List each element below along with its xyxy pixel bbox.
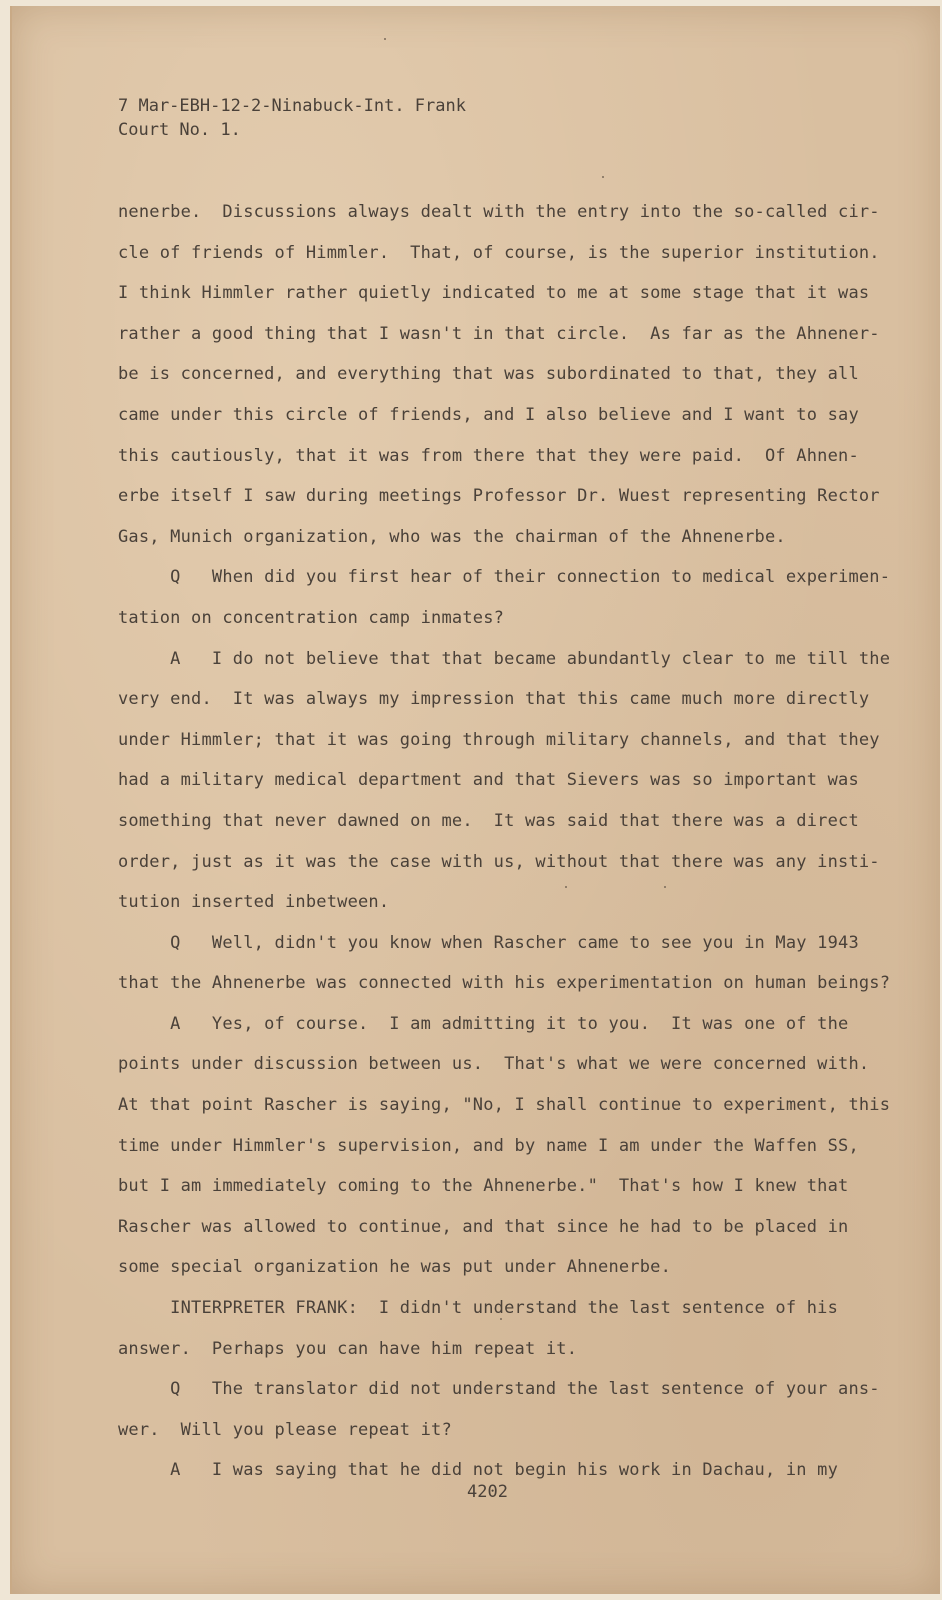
transcript-line: had a military medical department and that Sievers was so important was [118, 770, 859, 791]
document-page [10, 6, 940, 1594]
transcript-line: tution inserted inbetween. [118, 892, 390, 913]
paper-speck [664, 886, 666, 888]
transcript-line: but I am immediately coming to the Ahnenerbe." That's how I knew that [118, 1176, 849, 1197]
transcript-line: Gas, Munich organization, who was the chairman of the Ahnenerbe. [118, 526, 786, 547]
transcript-line: nenerbe. Discussions always dealt with the entry into the so-called cir- [118, 202, 880, 222]
transcript-line: time under Himmler's supervision, and by name I am under the Waffen SS, [118, 1135, 859, 1156]
transcript-line: under Himmler; that it was going through military channels, and that they [118, 729, 880, 750]
document-header [118, 94, 466, 142]
header-reference: 7 Mar-EBH-12-2-Ninabuck-Int. Frank [118, 96, 466, 116]
transcript-line: answer. Perhaps you can have him repeat it. [118, 1338, 578, 1359]
transcript-line: that the Ahnenerbe was connected with his experimentation on human beings? [118, 973, 891, 994]
paper-speck [602, 176, 604, 178]
transcript-line: came under this circle of friends, and I also believe and I want to say [118, 404, 859, 425]
transcript-line: A I was saying that he did not begin his work in Dachau, in my [118, 1460, 839, 1481]
transcript-line: be is concerned, and everything that was subordinated to that, they all [118, 364, 859, 385]
transcript-line: Rascher was allowed to continue, and that since he had to be placed in [118, 1216, 849, 1237]
transcript-line: wer. Will you please repeat it? [118, 1419, 452, 1440]
transcript-line: At that point Rascher is saying, "No, I shall continue to experiment, this [118, 1095, 891, 1116]
paper-speck [565, 886, 567, 888]
transcript-line: rather a good thing that I wasn't in that circle. As far as the Ahnener- [118, 323, 880, 344]
transcript-line: A Yes, of course. I am admitting it to you. It was one of the [118, 1013, 849, 1034]
page-number: 4202 [467, 1482, 508, 1502]
transcript-line: A I do not believe that that became abundantly clear to me till the [118, 648, 891, 669]
header-court: Court No. 1. [118, 120, 241, 140]
transcript-line: I think Himmler rather quietly indicated to me at some stage that it was [118, 283, 870, 304]
transcript-line: order, just as it was the case with us, without that there was any insti- [118, 851, 880, 872]
transcript-line: some special organization he was put under Ahnenerbe. [118, 1257, 672, 1278]
transcript-line: points under discussion between us. That's what we were concerned with. [118, 1054, 870, 1075]
transcript-line: Q The translator did not understand the last sentence of your ans- [118, 1379, 880, 1400]
transcript-body [118, 192, 891, 1491]
transcript-line: erbe itself I saw during meetings Professor Dr. Wuest representing Rector [118, 486, 880, 507]
transcript-line: this cautiously, that it was from there that they were paid. Of Ahnen- [118, 445, 859, 466]
transcript-line: INTERPRETER FRANK: I didn't understand the last sentence of his [118, 1298, 839, 1319]
transcript-line: something that never dawned on me. It was said that there was a direct [118, 810, 859, 831]
transcript-line: tation on concentration camp inmates? [118, 607, 505, 628]
transcript-line: cle of friends of Himmler. That, of course, is the superior institution. [118, 242, 880, 263]
transcript-line: Q Well, didn't you know when Rascher came to see you in May 1943 [118, 932, 859, 953]
transcript-line: very end. It was always my impression that this came much more directly [118, 689, 870, 710]
paper-speck [500, 1318, 502, 1320]
paper-speck [384, 38, 386, 40]
transcript-line: Q When did you first hear of their connection to medical experimen- [118, 567, 891, 588]
